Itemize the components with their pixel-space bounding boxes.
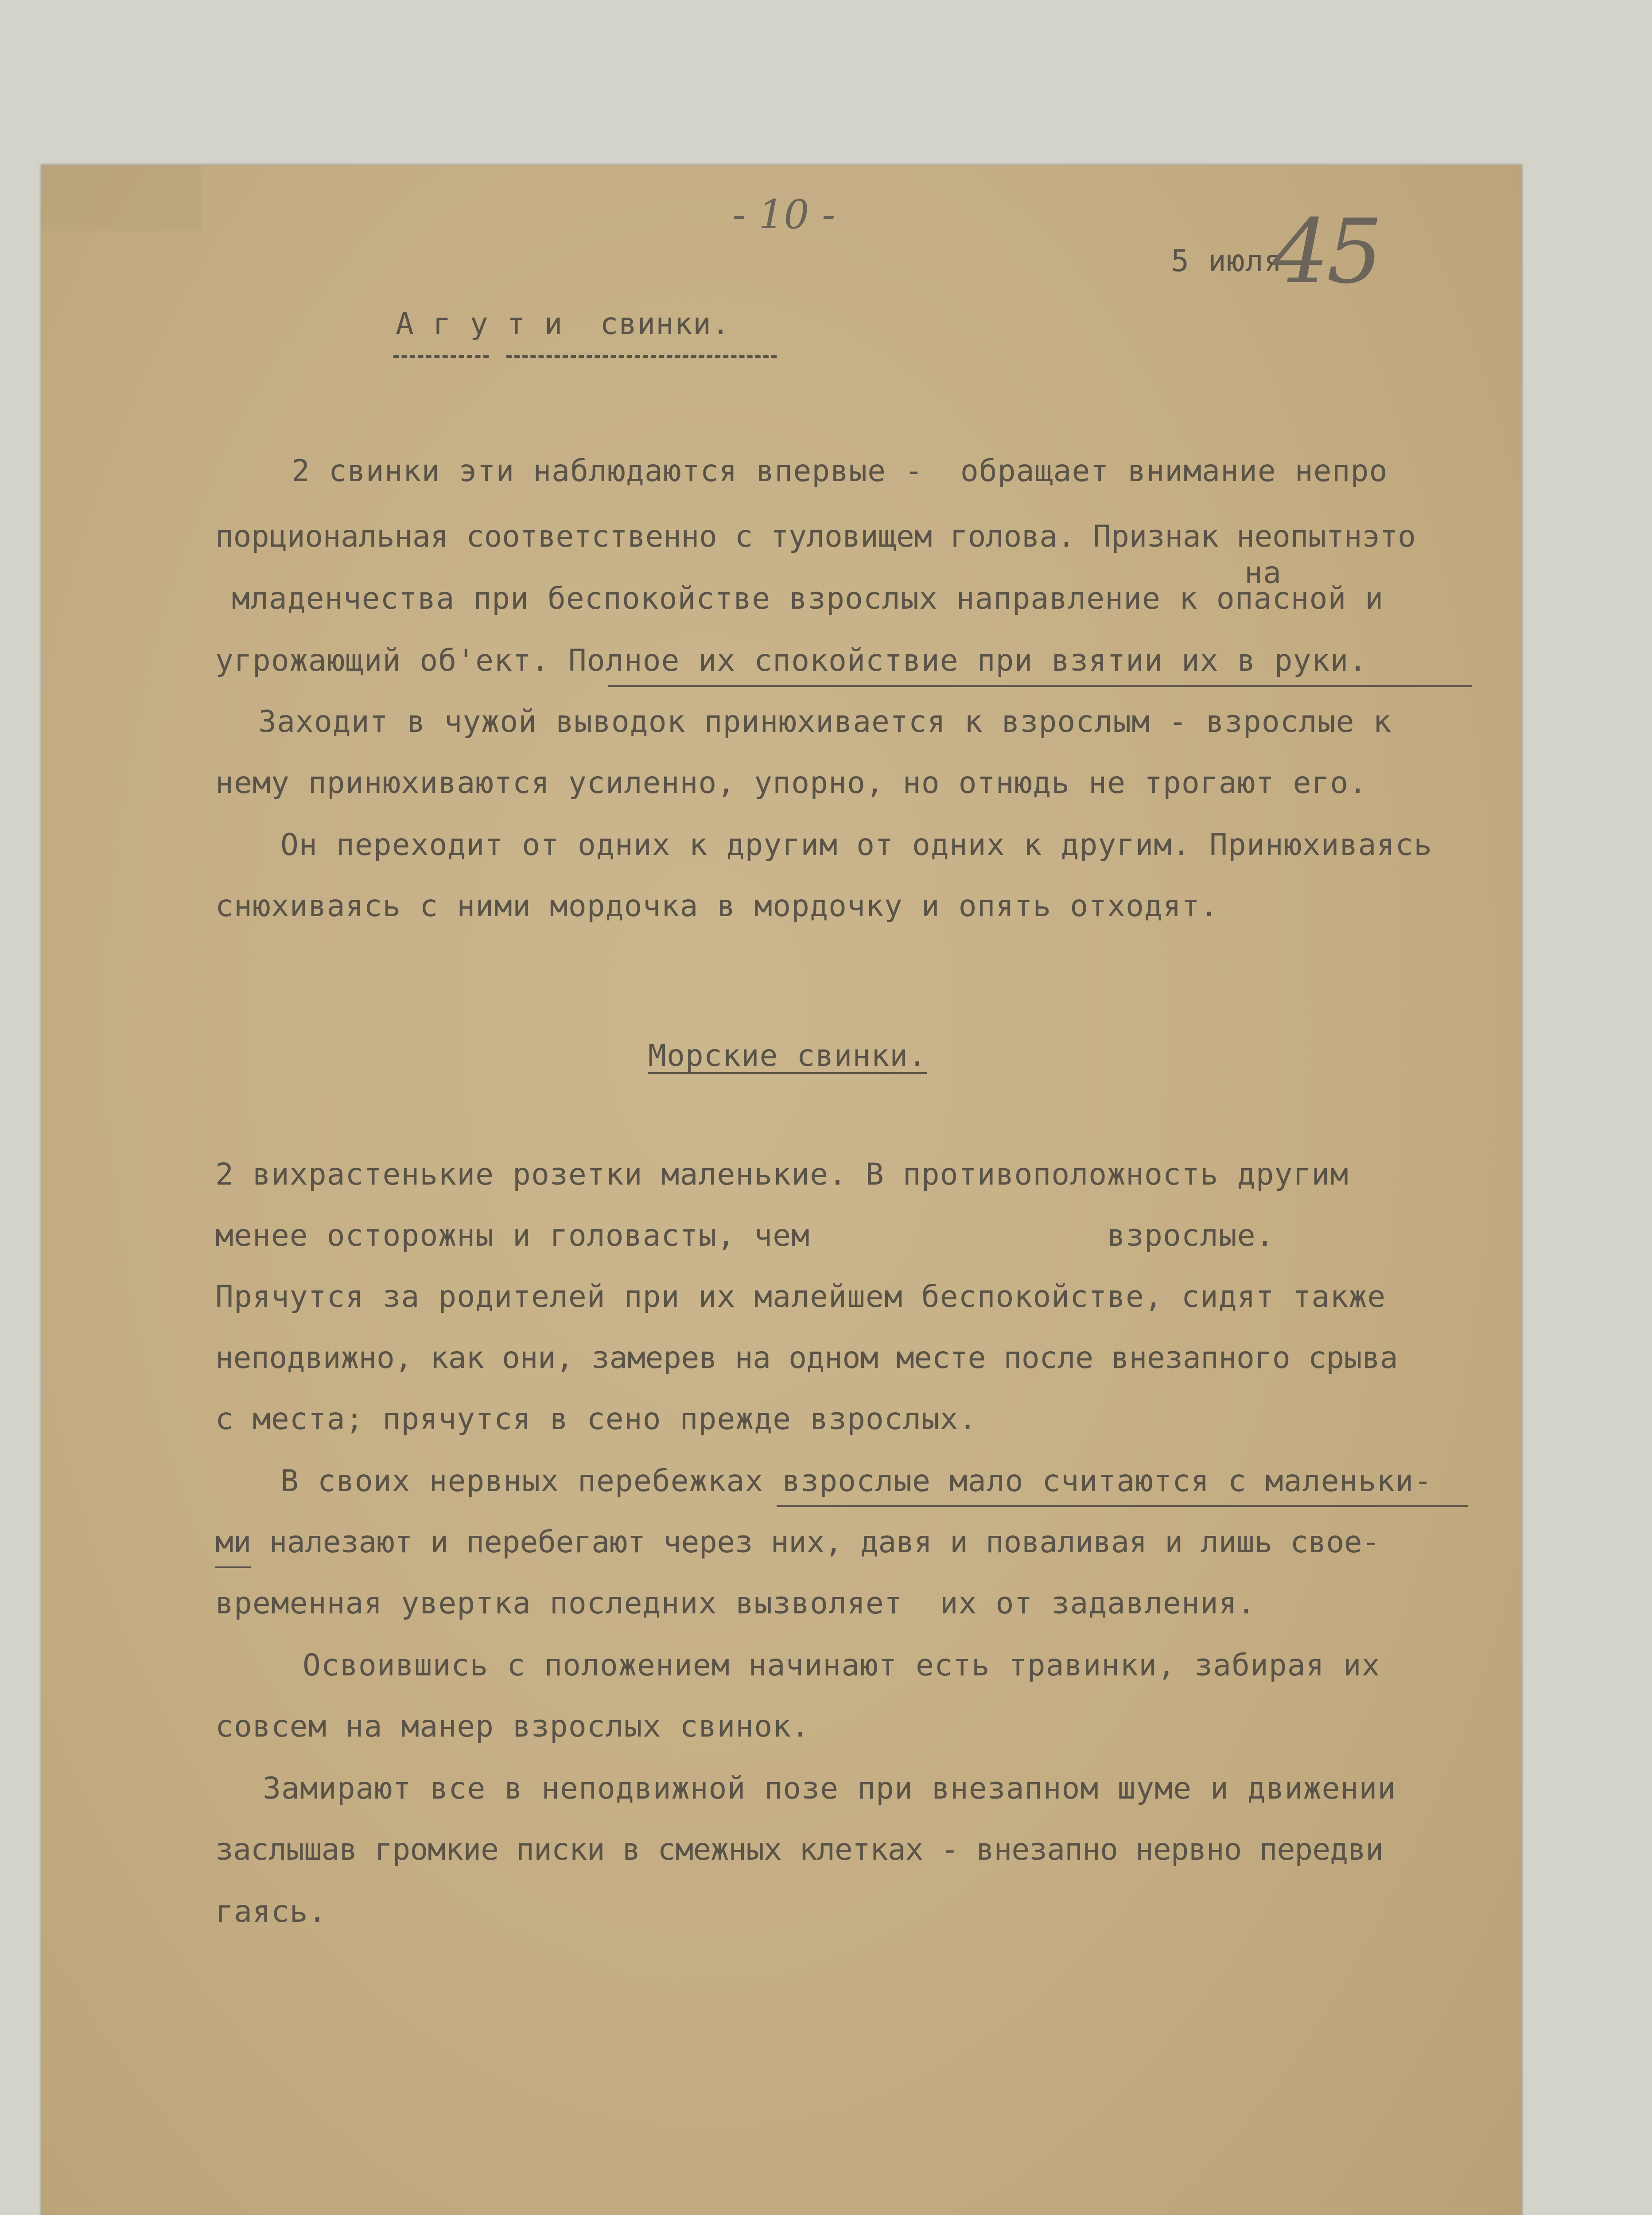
section2-line-4: неподвижно, как они, замерев на одном месте после внезапного срыва [215,1341,1398,1376]
section1-title: А г у т и свинки. [396,307,730,342]
page-corner-shading [41,165,201,231]
section2-line-7-underline [215,1566,251,1568]
section2-line-7: ми налезают и перебегают через них, давя и поваливая и лишь свое- [215,1525,1380,1560]
section1-insert: на [1244,556,1282,591]
section2-line-5: с места; прячутся в сено прежде взрослых. [215,1402,977,1437]
section1-line-6: нему принюхиваются усиленно, упорно, но отнюдь не трогают его. [215,766,1368,801]
section1-line-8: снюхиваясь с ними мордочка в мордочку и опять отходят. [215,889,1219,924]
page-number: - 10 - [732,191,836,238]
section2-line-11: Замирают все в неподвижной позе при внезапном шуме и движении [263,1771,1396,1806]
section1-line-7: Он переходит от одних к другим от одних к другим. Принюхиваясь [280,828,1433,863]
section2-line-3: Прячутся за родителей при их малейшем беспокойстве, сидят также [215,1279,1386,1314]
section2-line-1: 2 вихрастенькие розетки маленькие. В противоположность другим [215,1157,1349,1192]
document-page [41,165,1522,2215]
date: 5 июля [1171,244,1283,279]
section2-line-8: временная увертка последних вызволяет их от задавления. [215,1586,1256,1621]
section2-line-6-underline [777,1505,1468,1507]
section1-title-rule-left [393,355,489,358]
section1-line-1: 2 свинки эти наблюдаются впервые - обращает внимание непро [292,454,1388,489]
section2-line-10: совсем на манер взрослых свинок. [215,1709,810,1744]
section1-line-4: угрожающий об'ект. Полное их спокойствие при взятии их в руки. [215,643,1368,678]
section2-line-2: менее осторожны и головасты, чем взрослые. [215,1218,1275,1253]
section1-line-3: младенчества при беспокойстве взрослых направление к опасной и [232,581,1384,616]
section2-line-9: Освоившись с положением начинают есть травинки, забирая их [303,1648,1380,1683]
section2-line-13: гаясь. [215,1894,327,1929]
section1-title-rule-right [506,355,777,358]
section1-line-2: порциональная соответственно с туловищем голова. Признак неопытнэто [215,519,1416,554]
section2-title: Морские свинки. [648,1038,927,1073]
section1-line-5: Заходит в чужой выводок принюхивается к взрослым - взрослые к [258,704,1392,739]
section1-line-4-underline [608,685,1472,687]
folio-number: 45 [1273,200,1380,303]
section2-line-6: В своих нервных перебежках взрослые мало считаются с маленьки- [280,1464,1433,1499]
section2-line-12: заслышав громкие писки в смежных клетках - внезапно нервно передви [215,1832,1384,1867]
